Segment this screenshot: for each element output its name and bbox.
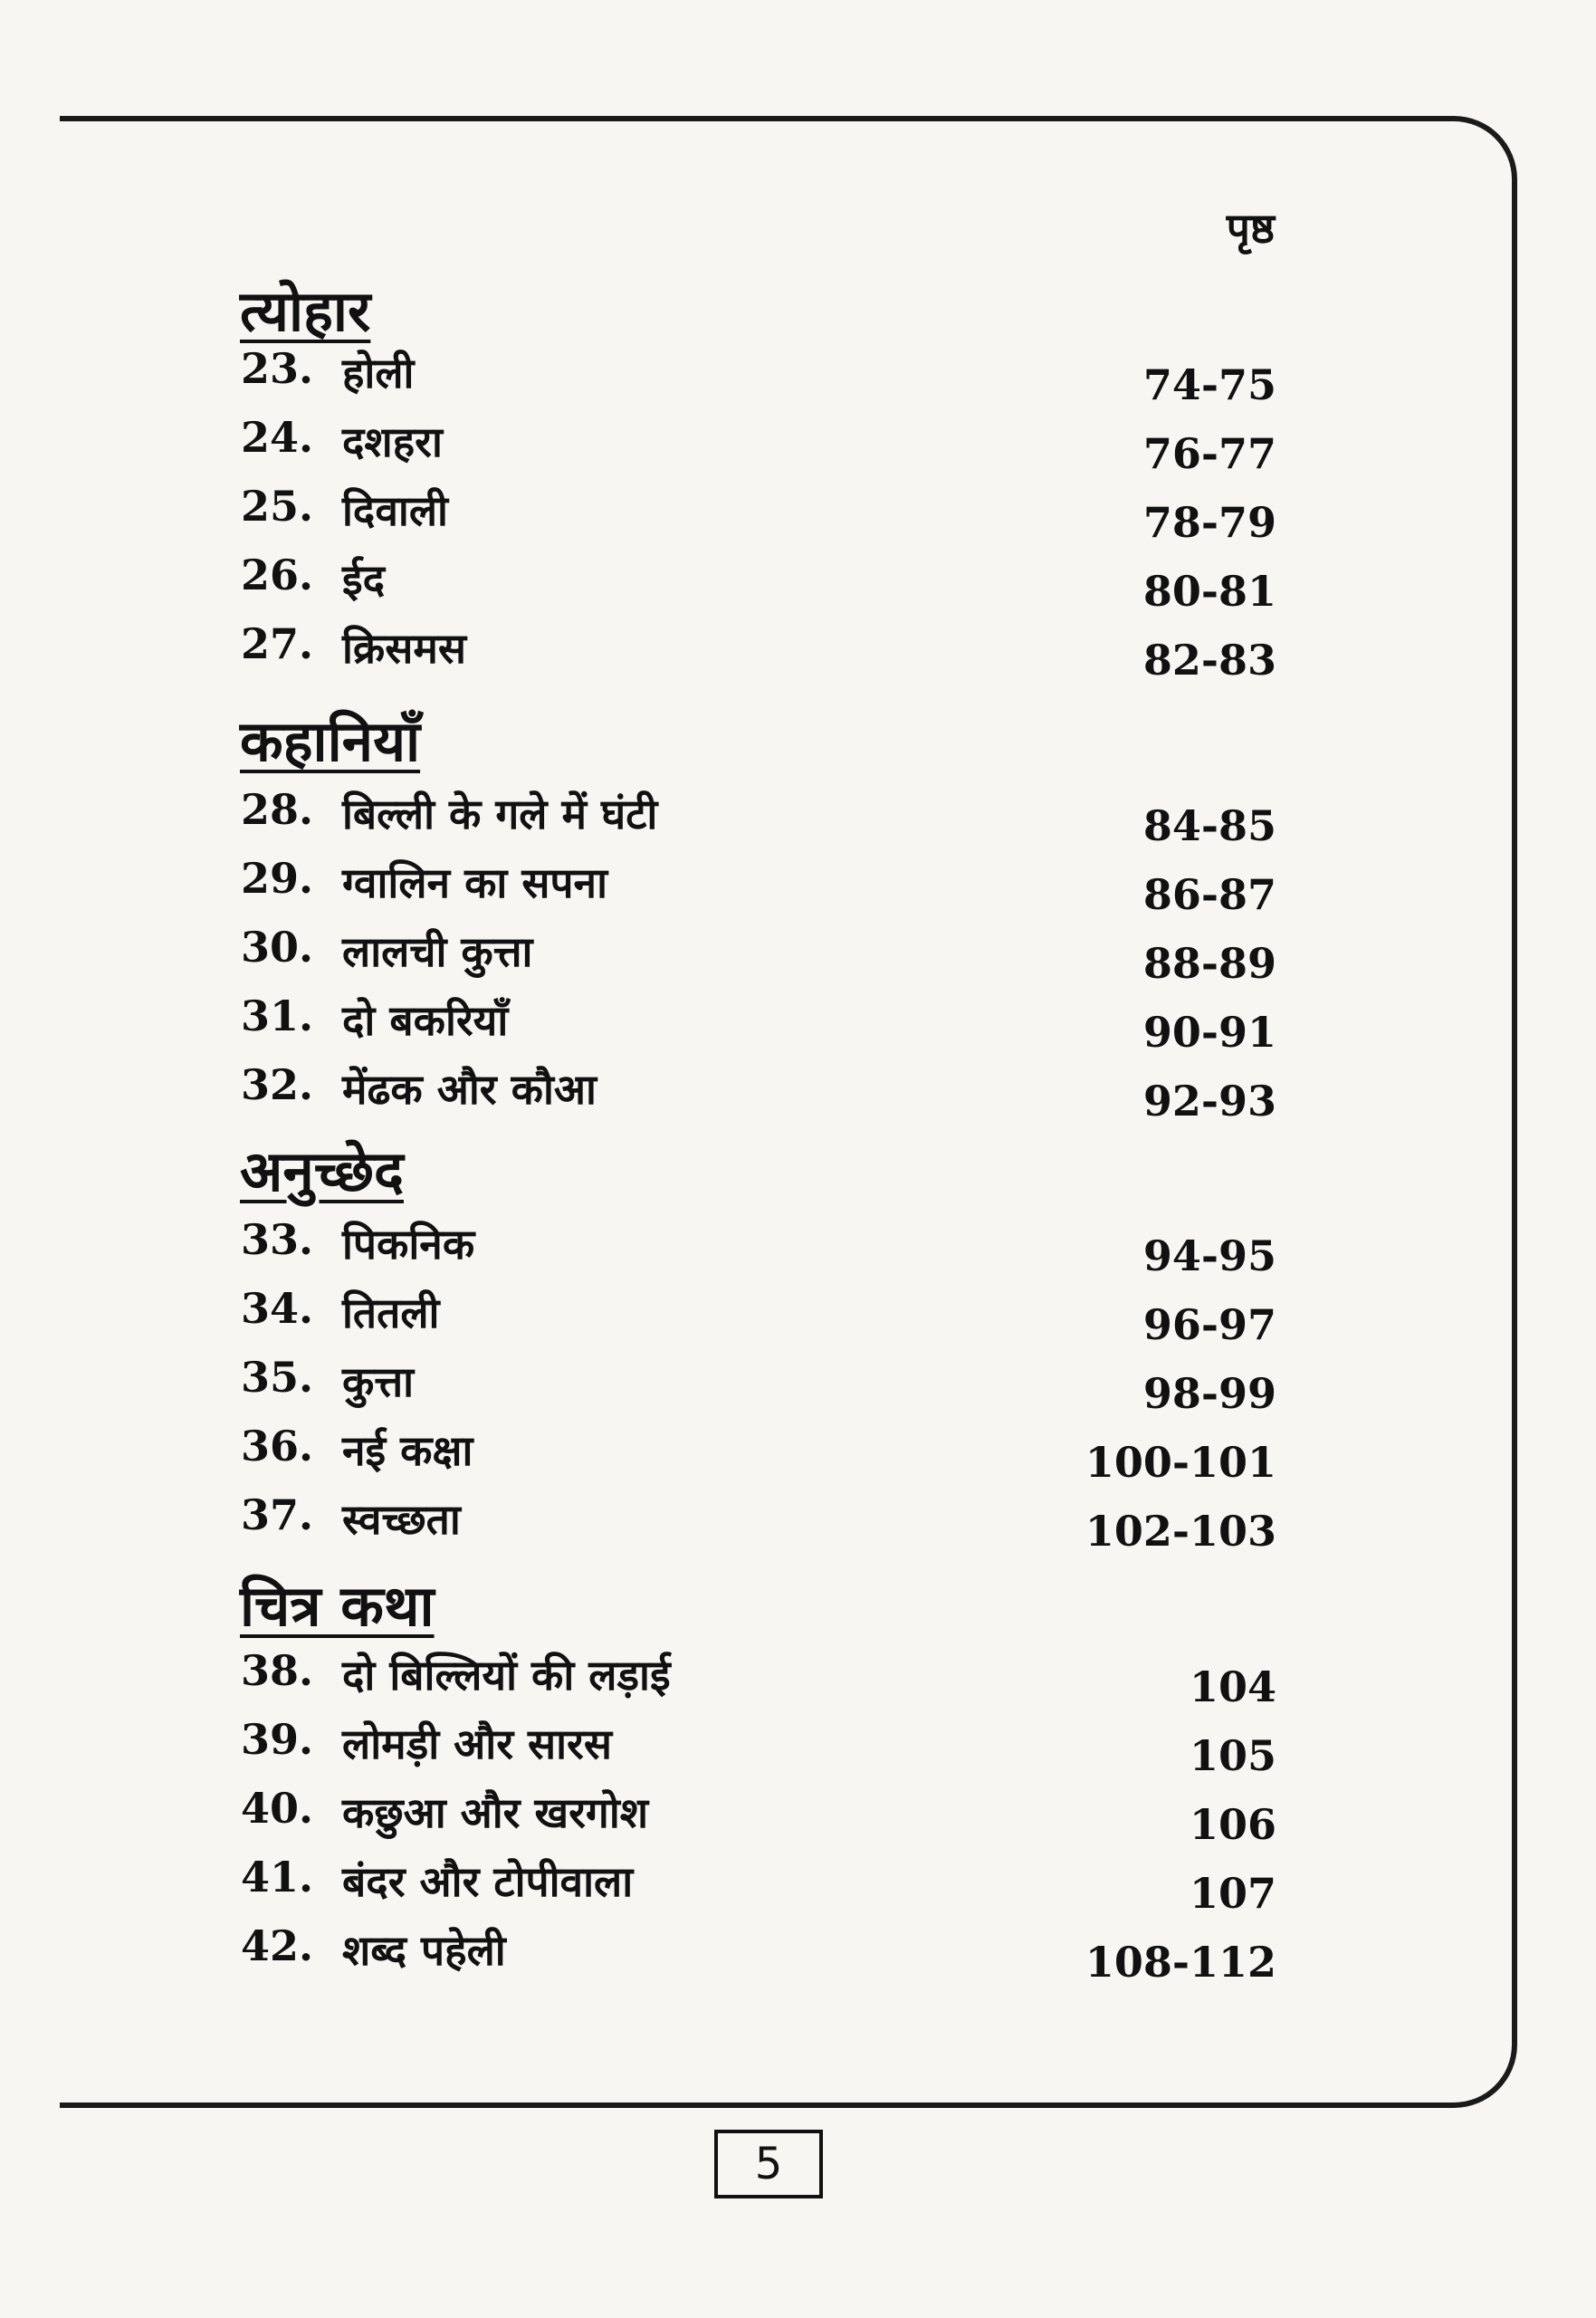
toc-entry	[0, 854, 1596, 917]
section-title: अनुच्छेद	[240, 1138, 404, 1204]
toc-entry	[0, 1490, 1596, 1554]
toc-entry	[0, 1215, 1596, 1279]
entry-number: 30.	[241, 923, 314, 972]
entry-number: 25.	[241, 482, 314, 531]
entry-title: दिवाली	[342, 486, 448, 535]
entry-title: तितली	[342, 1288, 440, 1337]
section-title: त्योहार	[240, 278, 371, 344]
toc-entry	[0, 482, 1596, 545]
entry-page-range: 74-75	[1142, 360, 1276, 409]
entry-number: 40.	[241, 1784, 314, 1833]
entry-page-range: 96-97	[1142, 1300, 1276, 1349]
toc-entry	[0, 1060, 1596, 1124]
entry-number: 31.	[241, 991, 314, 1040]
entry-number: 29.	[241, 854, 314, 903]
entry-number: 23.	[241, 344, 314, 393]
toc-entry	[0, 1284, 1596, 1347]
entry-page-range: 106	[1189, 1800, 1276, 1849]
toc-entry	[0, 344, 1596, 407]
entry-title: स्वच्छता	[342, 1495, 461, 1544]
entry-title: दो बिल्लियों की लड़ाई	[342, 1651, 671, 1700]
toc-entry	[0, 1921, 1596, 1985]
entry-number: 38.	[241, 1646, 314, 1695]
entry-page-range: 82-83	[1142, 636, 1276, 685]
entry-number: 33.	[241, 1215, 314, 1264]
toc-entry	[0, 785, 1596, 848]
toc-entry	[0, 619, 1596, 683]
entry-title: कुत्ता	[342, 1357, 415, 1406]
toc-entry	[0, 1353, 1596, 1416]
toc-entry	[0, 1784, 1596, 1847]
entry-title: कछुआ और खरगोश	[342, 1788, 649, 1837]
entry-title: बिल्ली के गले में घंटी	[342, 790, 658, 838]
entry-page-range: 88-89	[1142, 939, 1276, 988]
entry-title: ईद	[342, 555, 386, 604]
entry-number: 36.	[241, 1422, 314, 1470]
entry-title: शब्द पहेली	[342, 1926, 506, 1975]
entry-number: 39.	[241, 1715, 314, 1764]
section-title: चित्र कथा	[240, 1573, 435, 1639]
toc-entry	[0, 1646, 1596, 1710]
entry-title: लालची कुत्ता	[342, 927, 533, 976]
toc-entry	[0, 413, 1596, 476]
entry-title: दो बकरियाँ	[342, 996, 509, 1045]
entry-number: 42.	[241, 1921, 314, 1970]
entry-number: 28.	[241, 785, 314, 834]
entry-page-range: 76-77	[1142, 429, 1276, 478]
entry-title: बंदर और टोपीवाला	[342, 1857, 634, 1906]
entry-page-range: 94-95	[1142, 1231, 1276, 1280]
section-title: कहानियाँ	[240, 708, 421, 774]
entry-title: ग्वालिन का सपना	[342, 858, 607, 907]
entry-page-range: 107	[1189, 1869, 1276, 1918]
entry-number: 32.	[241, 1060, 314, 1109]
entry-number: 26.	[241, 551, 314, 599]
entry-page-range: 92-93	[1142, 1077, 1276, 1125]
toc-entry	[0, 551, 1596, 614]
entry-page-range: 104	[1189, 1662, 1276, 1711]
entry-page-range: 78-79	[1142, 498, 1276, 547]
entry-title: क्रिसमस	[342, 624, 466, 673]
entry-title: दशहरा	[342, 417, 443, 466]
entry-page-range: 80-81	[1142, 567, 1276, 616]
entry-title: पिकनिक	[342, 1220, 475, 1269]
entry-title: लोमड़ी और सारस	[342, 1719, 612, 1768]
entry-page-range: 100-101	[1085, 1438, 1276, 1487]
entry-page-range: 86-87	[1142, 870, 1276, 919]
entry-page-range: 102-103	[1085, 1507, 1276, 1556]
entry-page-range: 90-91	[1142, 1008, 1276, 1057]
entry-page-range: 84-85	[1142, 801, 1276, 850]
entry-page-range: 108-112	[1085, 1938, 1276, 1987]
page-column-heading: पृष्ठ	[1226, 204, 1275, 253]
entry-page-range: 98-99	[1142, 1369, 1276, 1418]
page-number: 5	[714, 2130, 823, 2198]
toc-entry	[0, 1853, 1596, 1916]
toc-entry	[0, 1715, 1596, 1778]
entry-number: 27.	[241, 619, 314, 668]
entry-number: 24.	[241, 413, 314, 462]
entry-number: 35.	[241, 1353, 314, 1402]
entry-number: 37.	[241, 1490, 314, 1539]
entry-number: 34.	[241, 1284, 314, 1333]
toc-entry	[0, 991, 1596, 1055]
toc-entry	[0, 923, 1596, 986]
entry-page-range: 105	[1189, 1731, 1276, 1780]
entry-title: मेंढक और कौआ	[342, 1065, 597, 1114]
entry-title: नई कक्षा	[342, 1426, 473, 1475]
toc-entry	[0, 1422, 1596, 1485]
entry-title: होली	[342, 349, 415, 398]
entry-number: 41.	[241, 1853, 314, 1901]
